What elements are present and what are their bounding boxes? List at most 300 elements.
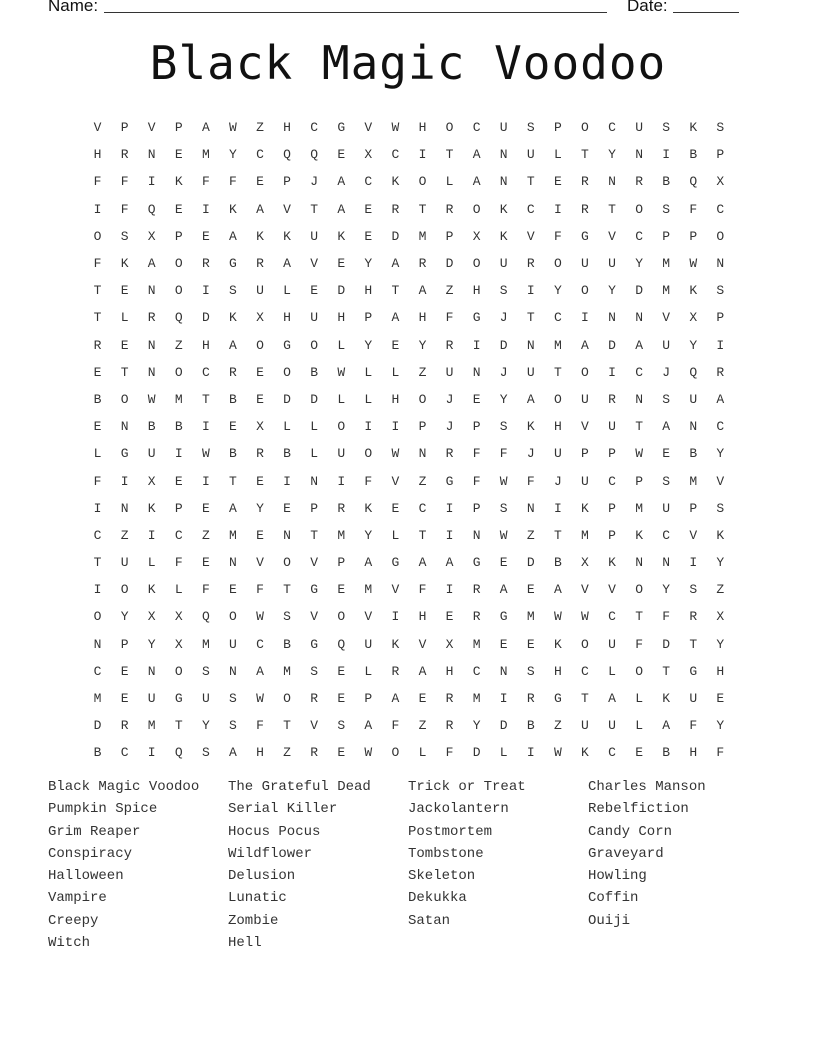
grid-letter[interactable]: X: [364, 147, 373, 163]
grid-letter[interactable]: N: [472, 364, 481, 380]
grid-letter[interactable]: U: [608, 256, 616, 272]
grid-letter[interactable]: M: [174, 391, 183, 407]
grid-letter[interactable]: P: [608, 500, 616, 516]
grid-letter[interactable]: U: [689, 691, 698, 707]
grid-letter[interactable]: F: [93, 256, 102, 272]
grid-letter[interactable]: U: [526, 364, 535, 380]
grid-letter[interactable]: B: [174, 419, 183, 435]
grid-letter[interactable]: U: [201, 691, 210, 707]
grid-letter[interactable]: H: [201, 337, 210, 353]
grid-letter[interactable]: A: [391, 256, 400, 272]
grid-letter[interactable]: I: [445, 500, 454, 516]
grid-letter[interactable]: R: [472, 582, 481, 598]
grid-letter[interactable]: R: [445, 718, 454, 734]
grid-letter[interactable]: V: [147, 120, 156, 136]
grid-letter[interactable]: H: [93, 147, 102, 163]
grid-letter[interactable]: M: [93, 691, 102, 707]
grid-letter[interactable]: F: [662, 609, 671, 625]
grid-letter[interactable]: P: [662, 228, 671, 244]
grid-letter[interactable]: C: [635, 364, 643, 380]
grid-letter[interactable]: N: [418, 446, 427, 462]
grid-letter[interactable]: S: [662, 201, 671, 217]
grid-letter[interactable]: R: [310, 745, 319, 761]
grid-letter[interactable]: S: [283, 609, 291, 625]
grid-letter[interactable]: I: [391, 609, 400, 625]
grid-letter[interactable]: N: [499, 174, 508, 190]
grid-letter[interactable]: E: [445, 609, 454, 625]
grid-letter[interactable]: R: [526, 256, 535, 272]
grid-letter[interactable]: E: [256, 364, 264, 380]
grid-letter[interactable]: R: [93, 337, 102, 353]
grid-letter[interactable]: C: [364, 174, 373, 190]
grid-letter[interactable]: B: [310, 364, 319, 380]
name-line[interactable]: [104, 12, 607, 13]
grid-letter[interactable]: H: [337, 310, 346, 326]
grid-letter[interactable]: I: [93, 582, 102, 598]
grid-letter[interactable]: S: [337, 718, 346, 734]
grid-letter[interactable]: C: [716, 201, 725, 217]
grid-letter[interactable]: K: [581, 500, 589, 516]
grid-letter[interactable]: J: [310, 174, 319, 190]
grid-letter[interactable]: F: [391, 718, 400, 734]
grid-letter[interactable]: R: [445, 446, 454, 462]
grid-letter[interactable]: C: [608, 745, 616, 761]
grid-letter[interactable]: E: [499, 555, 508, 571]
grid-letter[interactable]: E: [256, 527, 264, 543]
grid-letter[interactable]: P: [608, 446, 616, 462]
grid-letter[interactable]: F: [445, 745, 454, 761]
grid-letter[interactable]: C: [310, 120, 319, 136]
grid-letter[interactable]: E: [256, 174, 264, 190]
grid-letter[interactable]: W: [364, 745, 373, 761]
grid-letter[interactable]: P: [445, 228, 454, 244]
grid-letter[interactable]: K: [174, 174, 183, 190]
grid-letter[interactable]: G: [120, 446, 129, 462]
grid-letter[interactable]: H: [418, 609, 427, 625]
grid-letter[interactable]: R: [526, 691, 535, 707]
grid-letter[interactable]: Z: [283, 745, 291, 761]
grid-letter[interactable]: N: [120, 419, 129, 435]
grid-letter[interactable]: S: [662, 391, 671, 407]
grid-letter[interactable]: H: [256, 745, 264, 761]
grid-letter[interactable]: B: [147, 419, 156, 435]
grid-letter[interactable]: W: [256, 691, 264, 707]
grid-letter[interactable]: O: [174, 663, 183, 679]
grid-letter[interactable]: O: [283, 364, 291, 380]
grid-letter[interactable]: Z: [716, 582, 725, 598]
grid-letter[interactable]: J: [499, 310, 508, 326]
grid-letter[interactable]: S: [229, 718, 237, 734]
grid-letter[interactable]: X: [689, 310, 698, 326]
grid-letter[interactable]: F: [689, 718, 698, 734]
grid-letter[interactable]: V: [689, 527, 698, 543]
grid-letter[interactable]: D: [445, 256, 454, 272]
grid-letter[interactable]: Z: [418, 364, 427, 380]
grid-letter[interactable]: V: [581, 419, 589, 435]
grid-letter[interactable]: I: [662, 147, 671, 163]
grid-letter[interactable]: N: [635, 555, 643, 571]
grid-letter[interactable]: L: [364, 663, 373, 679]
grid-letter[interactable]: F: [229, 174, 237, 190]
grid-letter[interactable]: C: [662, 527, 671, 543]
grid-letter[interactable]: F: [689, 201, 698, 217]
grid-letter[interactable]: T: [310, 201, 319, 217]
grid-letter[interactable]: A: [229, 228, 237, 244]
grid-letter[interactable]: V: [364, 120, 373, 136]
grid-letter[interactable]: D: [635, 283, 643, 299]
grid-letter[interactable]: K: [256, 228, 264, 244]
grid-letter[interactable]: F: [418, 582, 427, 598]
grid-letter[interactable]: B: [526, 718, 535, 734]
grid-letter[interactable]: I: [147, 745, 156, 761]
grid-letter[interactable]: O: [120, 582, 129, 598]
grid-letter[interactable]: X: [445, 636, 454, 652]
grid-letter[interactable]: Y: [716, 636, 725, 652]
grid-letter[interactable]: U: [553, 446, 562, 462]
grid-letter[interactable]: K: [147, 500, 156, 516]
grid-letter[interactable]: F: [472, 473, 481, 489]
grid-letter[interactable]: F: [635, 636, 643, 652]
grid-letter[interactable]: R: [391, 663, 400, 679]
grid-letter[interactable]: C: [174, 527, 183, 543]
grid-letter[interactable]: O: [174, 283, 183, 299]
grid-letter[interactable]: J: [445, 419, 454, 435]
grid-letter[interactable]: C: [581, 663, 589, 679]
grid-letter[interactable]: E: [472, 391, 481, 407]
grid-letter[interactable]: P: [418, 419, 427, 435]
grid-letter[interactable]: J: [499, 364, 508, 380]
grid-letter[interactable]: I: [553, 500, 562, 516]
grid-letter[interactable]: G: [581, 228, 589, 244]
grid-letter[interactable]: K: [229, 310, 237, 326]
grid-letter[interactable]: R: [256, 446, 264, 462]
grid-letter[interactable]: F: [174, 555, 183, 571]
grid-letter[interactable]: X: [472, 228, 481, 244]
grid-letter[interactable]: U: [608, 636, 616, 652]
grid-letter[interactable]: O: [472, 201, 481, 217]
grid-letter[interactable]: D: [93, 718, 102, 734]
grid-letter[interactable]: E: [364, 228, 373, 244]
grid-letter[interactable]: Q: [310, 147, 319, 163]
grid-letter[interactable]: X: [174, 609, 183, 625]
grid-letter[interactable]: S: [201, 663, 210, 679]
grid-letter[interactable]: O: [364, 446, 373, 462]
grid-letter[interactable]: I: [93, 201, 102, 217]
grid-letter[interactable]: P: [174, 500, 183, 516]
grid-letter[interactable]: A: [716, 391, 725, 407]
grid-letter[interactable]: C: [608, 473, 616, 489]
grid-letter[interactable]: T: [283, 582, 291, 598]
grid-letter[interactable]: U: [445, 364, 454, 380]
grid-letter[interactable]: O: [445, 120, 454, 136]
grid-letter[interactable]: A: [364, 555, 373, 571]
grid-letter[interactable]: D: [391, 228, 400, 244]
grid-letter[interactable]: B: [93, 745, 102, 761]
grid-letter[interactable]: E: [283, 500, 291, 516]
grid-letter[interactable]: P: [716, 310, 725, 326]
grid-letter[interactable]: S: [229, 283, 237, 299]
grid-letter[interactable]: T: [662, 663, 671, 679]
grid-letter[interactable]: C: [608, 609, 616, 625]
grid-letter[interactable]: T: [418, 201, 427, 217]
grid-letter[interactable]: Q: [174, 745, 183, 761]
grid-letter[interactable]: A: [418, 283, 427, 299]
grid-letter[interactable]: R: [635, 174, 643, 190]
grid-letter[interactable]: I: [472, 337, 481, 353]
grid-letter[interactable]: R: [472, 609, 481, 625]
grid-letter[interactable]: L: [337, 337, 346, 353]
grid-letter[interactable]: U: [310, 228, 319, 244]
grid-letter[interactable]: E: [526, 582, 535, 598]
grid-letter[interactable]: I: [553, 201, 562, 217]
grid-letter[interactable]: A: [229, 745, 237, 761]
grid-letter[interactable]: L: [174, 582, 183, 598]
grid-letter[interactable]: K: [689, 283, 698, 299]
grid-letter[interactable]: W: [229, 120, 237, 136]
grid-letter[interactable]: Y: [147, 636, 156, 652]
grid-letter[interactable]: N: [472, 527, 481, 543]
grid-letter[interactable]: A: [256, 201, 264, 217]
grid-letter[interactable]: U: [147, 446, 156, 462]
grid-letter[interactable]: L: [283, 419, 291, 435]
grid-letter[interactable]: O: [553, 256, 562, 272]
grid-letter[interactable]: G: [229, 256, 237, 272]
grid-letter[interactable]: Z: [174, 337, 183, 353]
grid-letter[interactable]: A: [391, 310, 400, 326]
grid-letter[interactable]: I: [499, 691, 508, 707]
grid-letter[interactable]: U: [662, 500, 671, 516]
grid-letter[interactable]: Y: [662, 582, 671, 598]
grid-letter[interactable]: E: [337, 256, 346, 272]
grid-letter[interactable]: R: [120, 147, 129, 163]
grid-letter[interactable]: O: [120, 391, 129, 407]
grid-letter[interactable]: P: [120, 120, 129, 136]
grid-letter[interactable]: U: [662, 337, 671, 353]
grid-letter[interactable]: N: [608, 310, 616, 326]
grid-letter[interactable]: U: [608, 718, 616, 734]
grid-letter[interactable]: E: [174, 201, 183, 217]
grid-letter[interactable]: G: [337, 120, 346, 136]
grid-letter[interactable]: G: [553, 691, 562, 707]
grid-letter[interactable]: G: [310, 636, 319, 652]
grid-letter[interactable]: G: [174, 691, 183, 707]
grid-letter[interactable]: W: [147, 391, 156, 407]
grid-letter[interactable]: K: [608, 555, 616, 571]
grid-letter[interactable]: P: [174, 120, 183, 136]
grid-letter[interactable]: Y: [608, 147, 616, 163]
grid-letter[interactable]: O: [310, 337, 319, 353]
grid-letter[interactable]: M: [229, 527, 237, 543]
grid-letter[interactable]: J: [526, 446, 535, 462]
grid-letter[interactable]: U: [581, 718, 589, 734]
grid-letter[interactable]: Y: [608, 283, 616, 299]
grid-letter[interactable]: V: [310, 555, 319, 571]
grid-letter[interactable]: T: [635, 419, 643, 435]
grid-letter[interactable]: W: [391, 120, 400, 136]
grid-letter[interactable]: N: [310, 473, 319, 489]
grid-letter[interactable]: U: [337, 446, 346, 462]
grid-letter[interactable]: H: [553, 663, 562, 679]
grid-letter[interactable]: S: [689, 582, 698, 598]
grid-letter[interactable]: T: [553, 527, 562, 543]
grid-letter[interactable]: C: [256, 636, 264, 652]
grid-letter[interactable]: J: [553, 473, 562, 489]
grid-letter[interactable]: S: [310, 663, 319, 679]
grid-letter[interactable]: X: [256, 419, 264, 435]
grid-letter[interactable]: R: [418, 256, 427, 272]
grid-letter[interactable]: Y: [229, 147, 237, 163]
grid-letter[interactable]: C: [608, 120, 616, 136]
grid-letter[interactable]: B: [229, 446, 237, 462]
grid-letter[interactable]: O: [635, 663, 643, 679]
grid-letter[interactable]: C: [201, 364, 210, 380]
grid-letter[interactable]: L: [499, 745, 508, 761]
grid-letter[interactable]: I: [526, 283, 535, 299]
grid-letter[interactable]: U: [120, 555, 129, 571]
grid-letter[interactable]: V: [662, 310, 671, 326]
grid-letter[interactable]: P: [581, 446, 589, 462]
grid-letter[interactable]: Y: [256, 500, 264, 516]
grid-letter[interactable]: P: [174, 228, 183, 244]
grid-letter[interactable]: O: [418, 391, 427, 407]
grid-letter[interactable]: J: [445, 391, 454, 407]
grid-letter[interactable]: U: [581, 256, 589, 272]
grid-letter[interactable]: O: [337, 419, 346, 435]
grid-letter[interactable]: O: [635, 582, 643, 598]
grid-letter[interactable]: H: [445, 663, 454, 679]
grid-letter[interactable]: E: [337, 691, 346, 707]
grid-letter[interactable]: Z: [418, 473, 427, 489]
grid-letter[interactable]: N: [283, 527, 291, 543]
grid-letter[interactable]: C: [418, 500, 427, 516]
grid-letter[interactable]: D: [337, 283, 346, 299]
grid-letter[interactable]: D: [526, 555, 535, 571]
grid-letter[interactable]: C: [93, 663, 102, 679]
grid-letter[interactable]: M: [635, 500, 643, 516]
grid-letter[interactable]: F: [716, 745, 725, 761]
grid-letter[interactable]: D: [608, 337, 616, 353]
grid-letter[interactable]: E: [120, 691, 129, 707]
grid-letter[interactable]: S: [499, 500, 508, 516]
grid-letter[interactable]: A: [337, 201, 346, 217]
grid-letter[interactable]: R: [689, 609, 698, 625]
grid-letter[interactable]: O: [581, 636, 589, 652]
grid-letter[interactable]: K: [526, 419, 535, 435]
grid-letter[interactable]: O: [256, 337, 264, 353]
grid-letter[interactable]: A: [472, 147, 481, 163]
grid-letter[interactable]: T: [526, 310, 535, 326]
grid-letter[interactable]: M: [201, 636, 210, 652]
grid-letter[interactable]: B: [283, 636, 291, 652]
grid-letter[interactable]: I: [93, 500, 102, 516]
grid-letter[interactable]: V: [256, 555, 264, 571]
grid-letter[interactable]: T: [120, 364, 129, 380]
grid-letter[interactable]: T: [93, 310, 102, 326]
grid-letter[interactable]: Y: [418, 337, 427, 353]
grid-letter[interactable]: A: [662, 419, 671, 435]
grid-letter[interactable]: G: [310, 582, 319, 598]
grid-letter[interactable]: H: [472, 283, 481, 299]
grid-letter[interactable]: A: [391, 691, 400, 707]
grid-letter[interactable]: F: [526, 473, 535, 489]
grid-letter[interactable]: T: [581, 147, 589, 163]
grid-letter[interactable]: M: [472, 636, 481, 652]
grid-letter[interactable]: S: [716, 120, 725, 136]
grid-letter[interactable]: F: [201, 174, 210, 190]
grid-letter[interactable]: W: [499, 527, 508, 543]
grid-letter[interactable]: N: [635, 310, 643, 326]
grid-letter[interactable]: O: [283, 691, 291, 707]
grid-letter[interactable]: E: [120, 283, 129, 299]
grid-letter[interactable]: O: [581, 364, 589, 380]
grid-letter[interactable]: R: [120, 718, 129, 734]
grid-letter[interactable]: W: [553, 609, 562, 625]
grid-letter[interactable]: H: [716, 663, 725, 679]
grid-letter[interactable]: R: [201, 256, 210, 272]
grid-letter[interactable]: F: [256, 718, 264, 734]
grid-letter[interactable]: R: [445, 201, 454, 217]
grid-letter[interactable]: L: [635, 718, 643, 734]
grid-letter[interactable]: S: [526, 663, 535, 679]
grid-letter[interactable]: R: [445, 691, 454, 707]
grid-letter[interactable]: L: [391, 527, 400, 543]
grid-letter[interactable]: N: [147, 364, 156, 380]
grid-letter[interactable]: F: [499, 446, 508, 462]
grid-letter[interactable]: G: [499, 609, 508, 625]
grid-letter[interactable]: I: [201, 419, 210, 435]
grid-letter[interactable]: D: [310, 391, 319, 407]
grid-letter[interactable]: H: [418, 310, 427, 326]
grid-letter[interactable]: P: [472, 500, 481, 516]
grid-letter[interactable]: E: [120, 337, 129, 353]
grid-letter[interactable]: W: [581, 609, 589, 625]
grid-letter[interactable]: U: [256, 283, 264, 299]
grid-letter[interactable]: V: [310, 718, 319, 734]
grid-letter[interactable]: E: [256, 391, 264, 407]
grid-letter[interactable]: E: [337, 745, 346, 761]
date-line[interactable]: [673, 12, 739, 13]
grid-letter[interactable]: A: [364, 718, 373, 734]
grid-letter[interactable]: S: [716, 500, 725, 516]
grid-letter[interactable]: E: [201, 555, 210, 571]
grid-letter[interactable]: I: [174, 446, 183, 462]
grid-letter[interactable]: K: [499, 228, 508, 244]
grid-letter[interactable]: E: [229, 419, 237, 435]
grid-letter[interactable]: B: [689, 446, 698, 462]
grid-letter[interactable]: V: [391, 473, 400, 489]
grid-letter[interactable]: K: [337, 228, 346, 244]
grid-letter[interactable]: D: [201, 310, 210, 326]
grid-letter[interactable]: G: [472, 555, 481, 571]
grid-letter[interactable]: T: [391, 283, 400, 299]
grid-letter[interactable]: O: [472, 256, 481, 272]
grid-letter[interactable]: V: [93, 120, 102, 136]
grid-letter[interactable]: E: [391, 337, 400, 353]
grid-letter[interactable]: T: [283, 718, 291, 734]
grid-letter[interactable]: W: [635, 446, 643, 462]
grid-letter[interactable]: V: [310, 609, 319, 625]
grid-letter[interactable]: L: [120, 310, 129, 326]
grid-letter[interactable]: M: [283, 663, 291, 679]
grid-letter[interactable]: K: [689, 120, 698, 136]
grid-letter[interactable]: Q: [174, 310, 183, 326]
grid-letter[interactable]: K: [364, 500, 373, 516]
grid-letter[interactable]: R: [445, 337, 454, 353]
grid-letter[interactable]: O: [337, 609, 346, 625]
grid-letter[interactable]: K: [391, 174, 400, 190]
grid-letter[interactable]: S: [499, 283, 508, 299]
grid-letter[interactable]: E: [499, 636, 508, 652]
